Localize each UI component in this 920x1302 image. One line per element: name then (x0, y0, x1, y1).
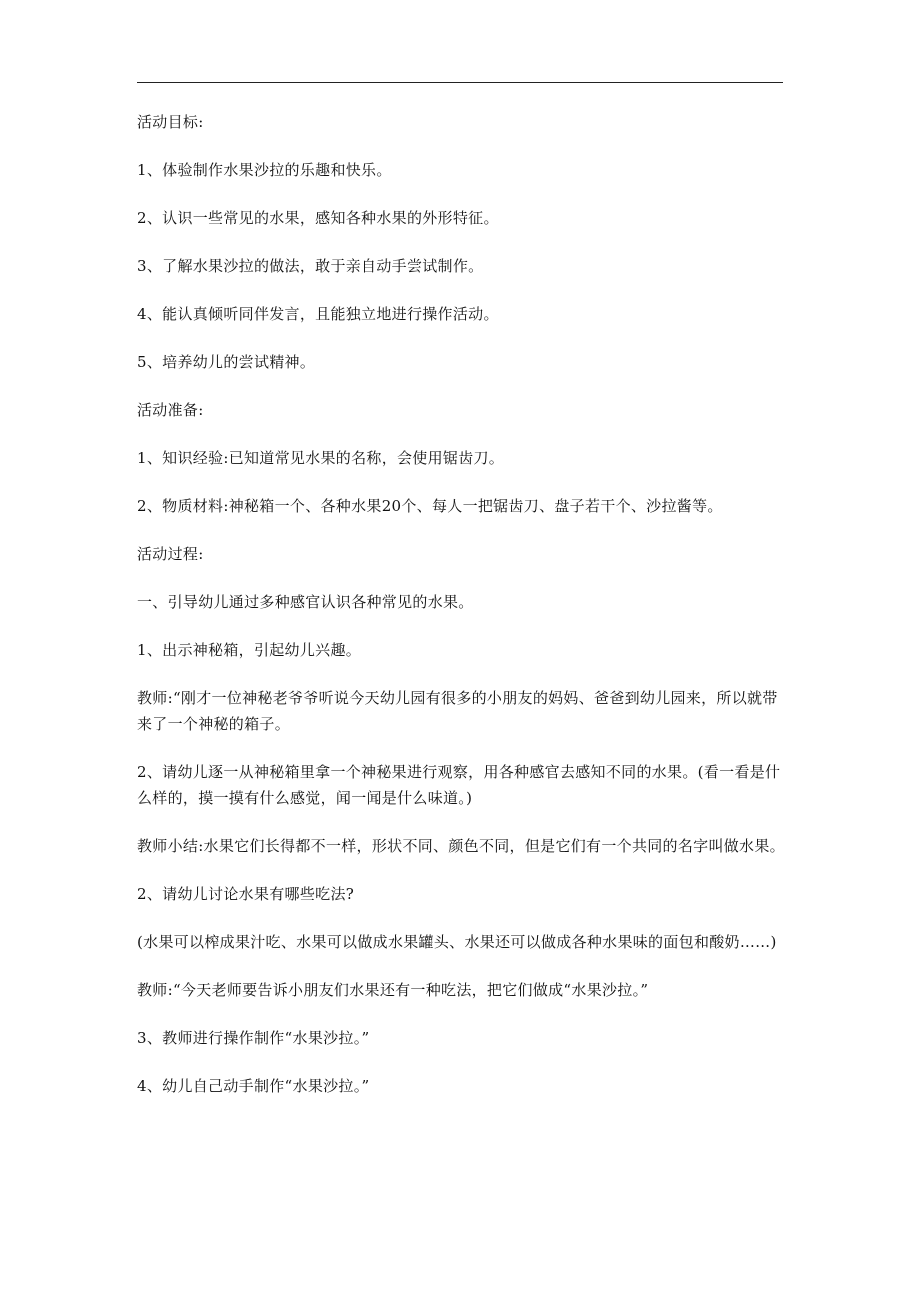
goal-item: 2、认识一些常见的水果，感知各种水果的外形特征。 (137, 209, 499, 227)
process-paragraph: 教师:“今天老师要告诉小朋友们水果还有一种吃法，把它们做成“水果沙拉。” (137, 981, 649, 999)
goal-item: 5、培养幼儿的尝试精神。 (137, 353, 316, 371)
goal-item: 3、了解水果沙拉的做法，敢于亲自动手尝试制作。 (137, 257, 484, 275)
heading-process: 活动过程: (137, 545, 204, 563)
heading-preparation: 活动准备: (137, 401, 204, 419)
goal-item: 1、体验制作水果沙拉的乐趣和快乐。 (137, 161, 392, 179)
process-paragraph: 教师小结:水果它们长得都不一样，形状不同、颜色不同，但是它们有一个共同的名字叫做水果。 (137, 837, 785, 855)
header-rule (137, 82, 783, 83)
process-paragraph: 1、出示神秘箱，引起幼儿兴趣。 (137, 641, 362, 659)
process-paragraph: 3、教师进行操作制作“水果沙拉。” (137, 1029, 370, 1047)
process-paragraph: 一、引导幼儿通过多种感官认识各种常见的水果。 (137, 593, 474, 611)
document-body (137, 109, 785, 1121)
preparation-item: 2、物质材料:神秘箱一个、各种水果20个、每人一把锯齿刀、盘子若干个、沙拉酱等。 (137, 497, 723, 515)
preparation-item: 1、知识经验:已知道常见水果的名称，会使用锯齿刀。 (137, 449, 505, 467)
process-paragraph: 教师:“刚才一位神秘老爷爷听说今天幼儿园有很多的小朋友的妈妈、爸爸到幼儿园来，所以就带来了一个神秘的箱子。 (137, 689, 778, 733)
process-paragraph: (水果可以榨成果汁吃、水果可以做成水果罐头、水果还可以做成各种水果味的面包和酸奶……) (137, 933, 777, 951)
goal-item: 4、能认真倾听同伴发言，且能独立地进行操作活动。 (137, 305, 499, 323)
process-paragraph: 4、幼儿自己动手制作“水果沙拉。” (137, 1077, 370, 1095)
process-paragraph: 2、请幼儿讨论水果有哪些吃法? (137, 885, 355, 903)
process-paragraph: 2、请幼儿逐一从神秘箱里拿一个神秘果进行观察，用各种感官去感知不同的水果。(看一看是什么样的，摸一摸有什么感觉，闻一闻是什么味道。) (137, 763, 781, 807)
heading-goals: 活动目标: (137, 113, 204, 131)
